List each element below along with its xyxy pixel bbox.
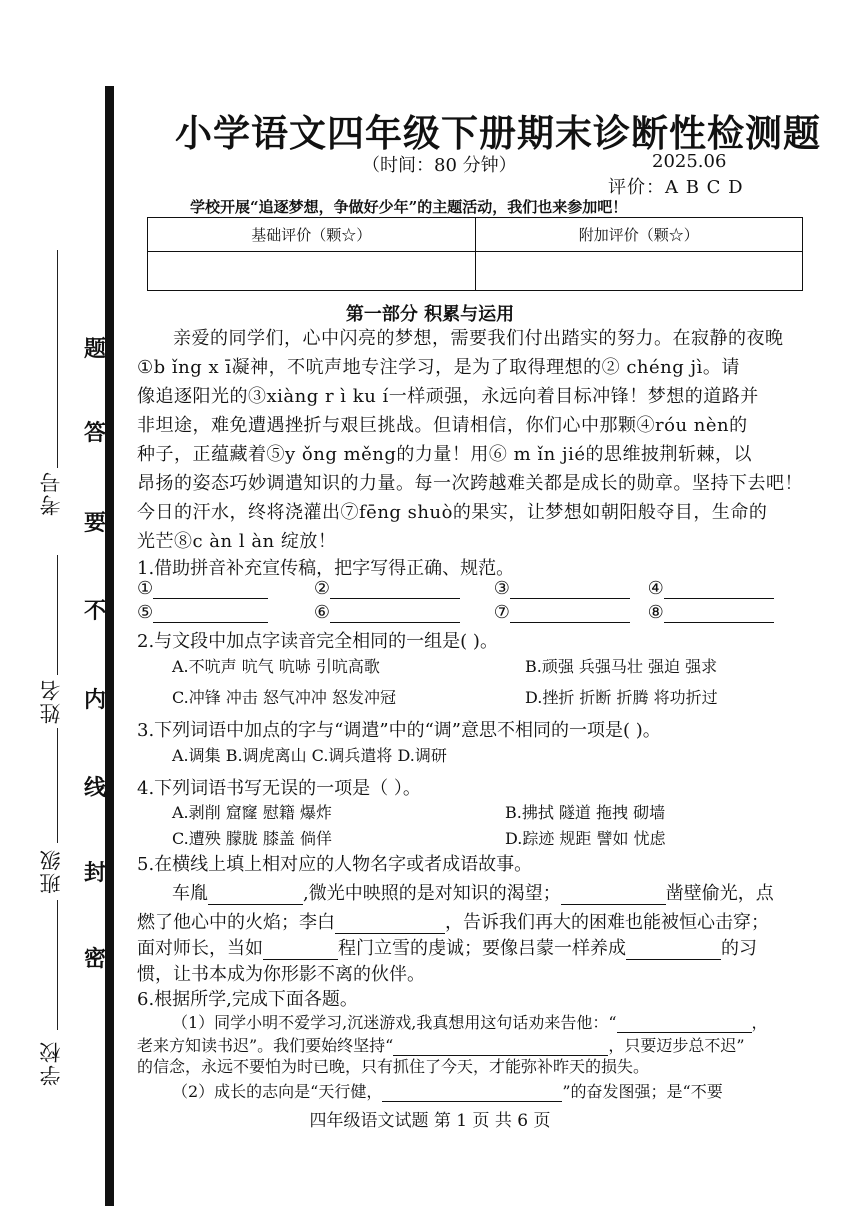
intro: 学校开展“追逐梦想，争做好少年”的主题活动，我们也来参加吧！ <box>190 198 628 216</box>
section-title: 第一部分 积累与运用 <box>345 304 515 325</box>
name-line[interactable] <box>57 555 58 675</box>
q5-line2 <box>137 908 769 934</box>
q6-fragment: ， <box>751 1013 768 1032</box>
q5-fragment: ,微光中映照的是对知识的渴望； <box>303 883 561 904</box>
seal-char: 内 <box>84 687 107 713</box>
q6-fragment: 老来方知读书迟”。我们要始终坚持“ <box>137 1036 394 1055</box>
answer-num: ⑤ <box>137 602 154 623</box>
exam-no-label: 考号 <box>39 470 63 516</box>
q6-fragment: ，只要迈步总不迟” <box>608 1036 745 1055</box>
q2-option-c[interactable]: C.冲锋 冲击 怒气冲冲 怒发冲冠 <box>172 688 397 707</box>
q5-fragment: 面对师长，当如 <box>137 938 263 959</box>
q4-option-d[interactable]: D.踪迹 规距 譬如 忧虑 <box>505 829 666 848</box>
q5-fragment: 燃了他心中的火焰；李白 <box>137 912 335 933</box>
q6-fragment: ”的奋发图强；是“不要 <box>562 1082 723 1101</box>
exam-no-line[interactable] <box>57 250 58 468</box>
answer-num: ④ <box>647 578 664 599</box>
rating: 评价：A B C D <box>608 177 744 198</box>
answer-blank[interactable] <box>153 622 268 623</box>
q6-blank[interactable] <box>382 1101 562 1102</box>
q4-option-b[interactable]: B.拂拭 隧道 拖拽 砌墙 <box>505 803 666 822</box>
q5-blank[interactable] <box>561 904 666 905</box>
answer-num: ② <box>313 578 331 599</box>
q1-answers-row1 <box>137 578 774 599</box>
name-label: 姓名 <box>39 678 63 724</box>
q3-text: 3.下列词语中加点的字与“调遣”中的“调”意思不相同的一项是( )。 <box>137 720 661 741</box>
class-label: 班级 <box>39 848 63 894</box>
answer-blank[interactable] <box>330 622 460 623</box>
extra-eval-cell[interactable] <box>475 252 803 291</box>
q2-text: 2.与文段中加点字读音完全相同的一组是( )。 <box>137 631 498 652</box>
q2-option-a[interactable]: A.不吭声 吭气 吭哧 引吭高歌 <box>172 657 380 676</box>
q6-fragment: （2）成长的志向是“天行健， <box>172 1082 383 1101</box>
q6-line4 <box>172 1079 723 1102</box>
q1-text: 1.借助拼音补充宣传稿，把字写得正确、规范。 <box>137 558 515 579</box>
passage-line: 昂扬的姿态巧妙调遣知识的力量。每一次跨越难关都是成长的勋章。坚持下去吧！ <box>137 473 803 494</box>
binding-bar <box>105 86 114 1206</box>
q3-options[interactable]: A.调集 B.调虎离山 C.调兵遣将 D.调研 <box>172 746 447 765</box>
q5-text: 5.在横线上填上相对应的人物名字或者成语故事。 <box>137 854 533 875</box>
q5-blank[interactable] <box>626 959 721 960</box>
q6-line3: 的信念，永远不要怕为时已晚，只有抓住了今天，才能弥补昨天的损失。 <box>137 1057 650 1076</box>
answer-blank[interactable] <box>330 598 460 599</box>
q6-line2 <box>137 1033 745 1056</box>
q5-fragment: 凿壁偷光，点 <box>665 883 774 904</box>
q1-answers-row2 <box>137 602 774 623</box>
q5-fragment: 的习 <box>721 938 757 959</box>
q5-blank[interactable] <box>208 904 303 905</box>
passage <box>137 324 827 556</box>
passage-line: 亲爱的同学们，心中闪亮的梦想，需要我们付出踏实的努力。在寂静的夜晚 <box>173 328 784 349</box>
answer-num: ⑧ <box>647 602 664 623</box>
seal-char: 线 <box>84 775 107 801</box>
q5-line4: 惯，让书本成为你形影不离的伙伴。 <box>137 964 425 985</box>
q2-option-b[interactable]: B.顽强 兵强马壮 强迫 强求 <box>525 657 718 676</box>
answer-blank[interactable] <box>664 622 774 623</box>
passage-line: 像追逐阳光的③xiàng r ì ku í一样顽强，永远向着目标冲锋！梦想的道路并 <box>137 386 759 407</box>
page-title: 小学语文四年级下册期末诊断性检测题 <box>175 112 821 155</box>
q6-fragment: （1）同学小明不爱学习,沉迷游戏,我真想用这句话劝来告他：“ <box>172 1013 617 1032</box>
school-line[interactable] <box>57 900 58 1030</box>
answer-num: ⑦ <box>493 602 510 623</box>
passage-line: 种子，正蕴藏着⑤y ǒng měng的力量！用⑥ m ǐn jié的思维披荆斩棘，以 <box>137 444 752 465</box>
passage-line: ①b ǐng x ī凝神，不吭声地专注学习，是为了取得理想的② chéng jì。请 <box>137 357 740 378</box>
q4-text: 4.下列词语书写无误的一项是（ ）。 <box>137 778 421 799</box>
answer-blank[interactable] <box>510 622 630 623</box>
evaluation-table <box>147 217 803 291</box>
basic-eval-header: 基础评价（颗☆） <box>148 218 476 252</box>
answer-blank[interactable] <box>510 598 630 599</box>
seal-char: 答 <box>84 420 107 446</box>
q5-fragment: ，告诉我们再大的困难也能被恒心击穿； <box>445 912 769 933</box>
exam-time: （时间：80 分钟） <box>362 155 517 176</box>
basic-eval-cell[interactable] <box>148 252 476 291</box>
passage-line: 光芒⑧c àn l àn 绽放！ <box>137 531 337 552</box>
q5-line3 <box>137 934 757 960</box>
seal-char: 不 <box>84 598 107 624</box>
passage-line: 今日的汗水，终将浇灌出⑦fēng shuò的果实，让梦想如朝阳般夺目，生命的 <box>137 502 768 523</box>
q5-fragment: 程门立雪的虔诚；要像吕蒙一样养成 <box>338 938 626 959</box>
answer-num: ⑥ <box>313 602 331 623</box>
answer-blank[interactable] <box>664 598 774 599</box>
q6-text: 6.根据所学,完成下面各题。 <box>137 989 358 1010</box>
answer-blank[interactable] <box>153 598 268 599</box>
q5-line1 <box>172 879 774 905</box>
exam-date: 2025.06 <box>652 151 727 172</box>
page-footer: 四年级语文试题 第 1 页 共 6 页 <box>309 1111 551 1131</box>
class-line[interactable] <box>57 728 58 843</box>
q4-option-c[interactable]: C.遭殃 朦胧 膝盖 倘佯 <box>172 829 333 848</box>
passage-line: 非坦途，难免遭遇挫折与艰巨挑战。但请相信，你们心中那颗④róu nèn的 <box>137 415 748 436</box>
seal-char: 封 <box>84 860 107 886</box>
seal-char: 题 <box>84 336 107 362</box>
q6-line1 <box>172 1010 768 1033</box>
q5-fragment: 车胤 <box>172 883 208 904</box>
school-label: 学校 <box>39 1040 63 1086</box>
answer-num: ① <box>137 578 154 599</box>
extra-eval-header: 附加评价（颗☆） <box>475 218 803 252</box>
q4-option-a[interactable]: A.剥削 窟窿 慰籍 爆炸 <box>172 803 332 822</box>
seal-char: 要 <box>84 510 107 536</box>
answer-num: ③ <box>493 578 510 599</box>
q2-option-d[interactable]: D.挫折 折断 折腾 将功折过 <box>525 688 718 707</box>
seal-char: 密 <box>84 946 107 972</box>
